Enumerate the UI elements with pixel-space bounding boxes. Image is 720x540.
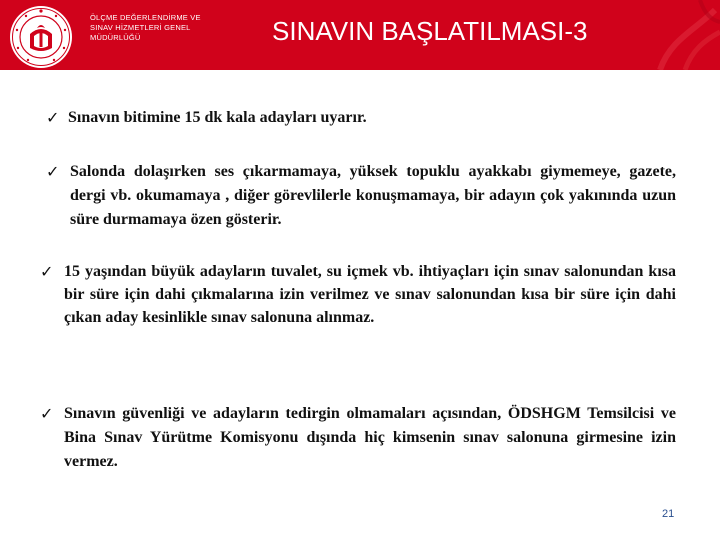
bullet-item [46, 160, 676, 232]
bullet-text: Sınavın güvenliği ve adayların tedirgin olmamaları açısından, ÖDSHGM Temsilcisi ve Bina Sınav Yürütme Komisyonu dışında hiç kimsenin sınav salonuna girmesine izin vermez. [64, 405, 676, 470]
bullet-item [46, 106, 676, 130]
organization-name [90, 13, 201, 43]
bullet-text: Sınavın bitimine 15 dk kala adayları uyarır. [68, 109, 367, 126]
org-line-3: MÜDÜRLÜĞÜ [90, 33, 141, 42]
org-line-1: ÖLÇME DEĞERLENDİRME VE [90, 13, 201, 22]
ministry-logo [8, 4, 74, 70]
check-icon: ✓ [46, 162, 60, 181]
check-icon: ✓ [40, 262, 54, 281]
check-icon: ✓ [40, 404, 54, 423]
org-line-2: SINAV HİZMETLERİ GENEL [90, 23, 191, 32]
bullet-text: Salonda dolaşırken ses çıkarmamaya, yüksek topuklu ayakkabı giymemeye, gazete, dergi vb. okumamaya , diğer görevlilerle konuşmamaya, bir adayın çok yakınında uzun süre durmamaya özen gösterir. [70, 163, 676, 228]
page-number: 21 [662, 508, 675, 520]
header-banner [0, 0, 720, 70]
slide-title: SINAVIN BAŞLATILMASI-3 [272, 16, 588, 46]
check-icon: ✓ [46, 108, 60, 127]
decorative-swirl [600, 0, 720, 70]
bullet-item [40, 402, 676, 474]
bullet-text: 15 yaşından büyük adayların tuvalet, su içmek vb. ihtiyaçları için sınav salonundan kısa bir süre için dahi çıkmalarına izin verilmez ve sınav salonundan kısa bir süre için dahi çıkan aday kesinlikle sınav salonuna alınmaz. [64, 263, 676, 326]
bullet-item [40, 260, 676, 329]
